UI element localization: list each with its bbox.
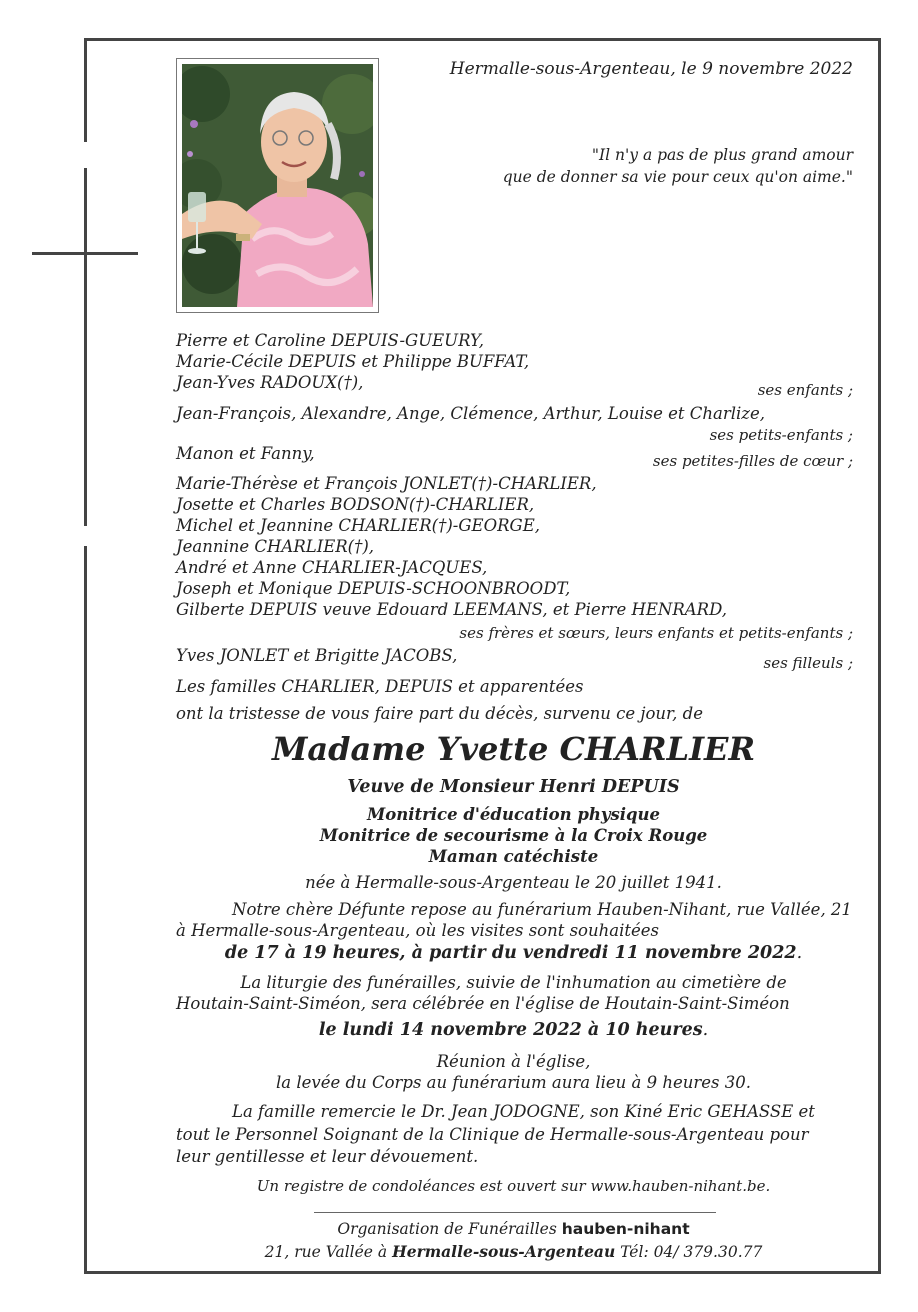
deceased-title: Monitrice d'éducation physique — [366, 805, 661, 824]
place-date: Hermalle-sous-Argenteau, le 9 novembre 2022 — [449, 59, 853, 79]
visit-hours — [176, 943, 851, 963]
widow-of: Veuve de Monsieur Henri DEPUIS — [347, 777, 680, 797]
funeral-line: Houtain-Saint-Siméon, sera célébrée en l'église de Houtain-Saint-Siméon — [176, 994, 790, 1013]
frame-right-border — [878, 38, 881, 1274]
family-line: Marie-Cécile DEPUIS et Philippe BUFFAT, — [176, 352, 530, 371]
quote-line: "Il n'y a pas de plus grand amour — [591, 146, 853, 164]
family-role: ses filleuls ; — [763, 654, 853, 672]
family-line: Jeannine CHARLIER(†), — [176, 537, 375, 556]
deceased-name: Madame Yvette CHARLIER — [271, 730, 756, 768]
family-line: Jean-Yves RADOUX(†), — [176, 373, 364, 392]
thanks-line: leur gentillesse et leur dévouement. — [176, 1147, 479, 1166]
brand-logo: hauben-nihant — [561, 1220, 690, 1238]
levee-info: la levée du Corps au funérarium aura lieu à 9 heures 30. — [276, 1073, 751, 1092]
family-line: Marie-Thérèse et François JONLET(†)-CHARLIER, — [176, 474, 597, 493]
meeting-info: Réunion à l'église, — [436, 1052, 591, 1071]
family-line: Josette et Charles BODSON(†)-CHARLIER, — [176, 495, 535, 514]
addr-town: Hermalle-sous-Argenteau — [392, 1242, 616, 1261]
frame-left-border — [84, 38, 87, 142]
cross-horizontal-bar — [32, 252, 138, 255]
family-line: Yves JONLET et Brigitte JACOBS, — [176, 646, 458, 665]
family-role: ses frères et sœurs, leurs enfants et petits-enfants ; — [459, 624, 853, 642]
birth-info: née à Hermalle-sous-Argenteau le 20 juillet 1941. — [305, 873, 722, 892]
family-line: André et Anne CHARLIER-JACQUES, — [176, 558, 488, 577]
family-role: ses enfants ; — [757, 381, 853, 399]
family-role: ses petites-filles de cœur ; — [652, 452, 853, 470]
funeral-line: La liturgie des funérailles, suivie de l'inhumation au cimetière de — [240, 973, 787, 992]
visit-hours-period: . — [796, 943, 803, 963]
addr-phone: Tél: 04/ 379.30.77 — [615, 1243, 763, 1261]
epigraph-quote — [440, 144, 853, 188]
family-line: Les familles CHARLIER, DEPUIS et apparentées — [176, 677, 584, 696]
portrait-photo — [176, 58, 379, 313]
addr-prefix: 21, rue Vallée à — [264, 1243, 393, 1261]
family-line: Michel et Jeannine CHARLIER(†)-GEORGE, — [176, 516, 540, 535]
cross-vertical-bar — [84, 168, 87, 526]
family-line: Pierre et Caroline DEPUIS-GUEURY, — [176, 331, 484, 350]
funeral-date-period: . — [702, 1020, 709, 1040]
frame-top-border — [84, 38, 881, 41]
visits-line: à Hermalle-sous-Argenteau, où les visites sont souhaitées — [176, 921, 659, 940]
footer-organisation — [176, 1220, 851, 1238]
announcement: ont la tristesse de vous faire part du décès, survenu ce jour, de — [176, 704, 703, 723]
org-prefix: Organisation de Funérailles — [337, 1220, 562, 1238]
funeral-date-text: le lundi 14 novembre 2022 à 10 heures — [318, 1020, 703, 1040]
deceased-title: Monitrice de secourisme à la Croix Rouge — [319, 826, 708, 845]
family-line: Joseph et Monique DEPUIS-SCHOONBROODT, — [176, 579, 571, 598]
visit-hours-text: de 17 à 19 heures, à partir du vendredi 11 novembre 2022 — [224, 943, 797, 963]
family-role: ses petits-enfants ; — [709, 426, 853, 444]
family-line: Manon et Fanny, — [176, 444, 315, 463]
thanks-line: La famille remercie le Dr. Jean JODOGNE, son Kiné Eric GEHASSE et — [232, 1102, 815, 1121]
footer-address — [176, 1242, 851, 1261]
funeral-date — [176, 1020, 851, 1040]
visits-line: Notre chère Défunte repose au funérarium Hauben-Nihant, rue Vallée, 21 — [232, 900, 852, 919]
quote-line: que de donner sa vie pour ceux qu'on aime." — [502, 168, 853, 186]
family-line: Jean-François, Alexandre, Ange, Clémence, Arthur, Louise et Charlize, — [176, 404, 766, 423]
deceased-title: Maman catéchiste — [428, 847, 599, 866]
thanks-line: tout le Personnel Soignant de la Clinique de Hermalle-sous-Argenteau pour — [176, 1125, 809, 1144]
frame-bottom-border — [84, 1271, 881, 1274]
portrait-illustration — [182, 64, 373, 307]
footer-divider — [314, 1212, 716, 1213]
family-line: Gilberte DEPUIS veuve Edouard LEEMANS, et Pierre HENRARD, — [176, 600, 727, 619]
frame-left-border-lower — [84, 546, 87, 1274]
condolence-registry: Un registre de condoléances est ouvert sur www.hauben-nihant.be. — [256, 1177, 771, 1195]
